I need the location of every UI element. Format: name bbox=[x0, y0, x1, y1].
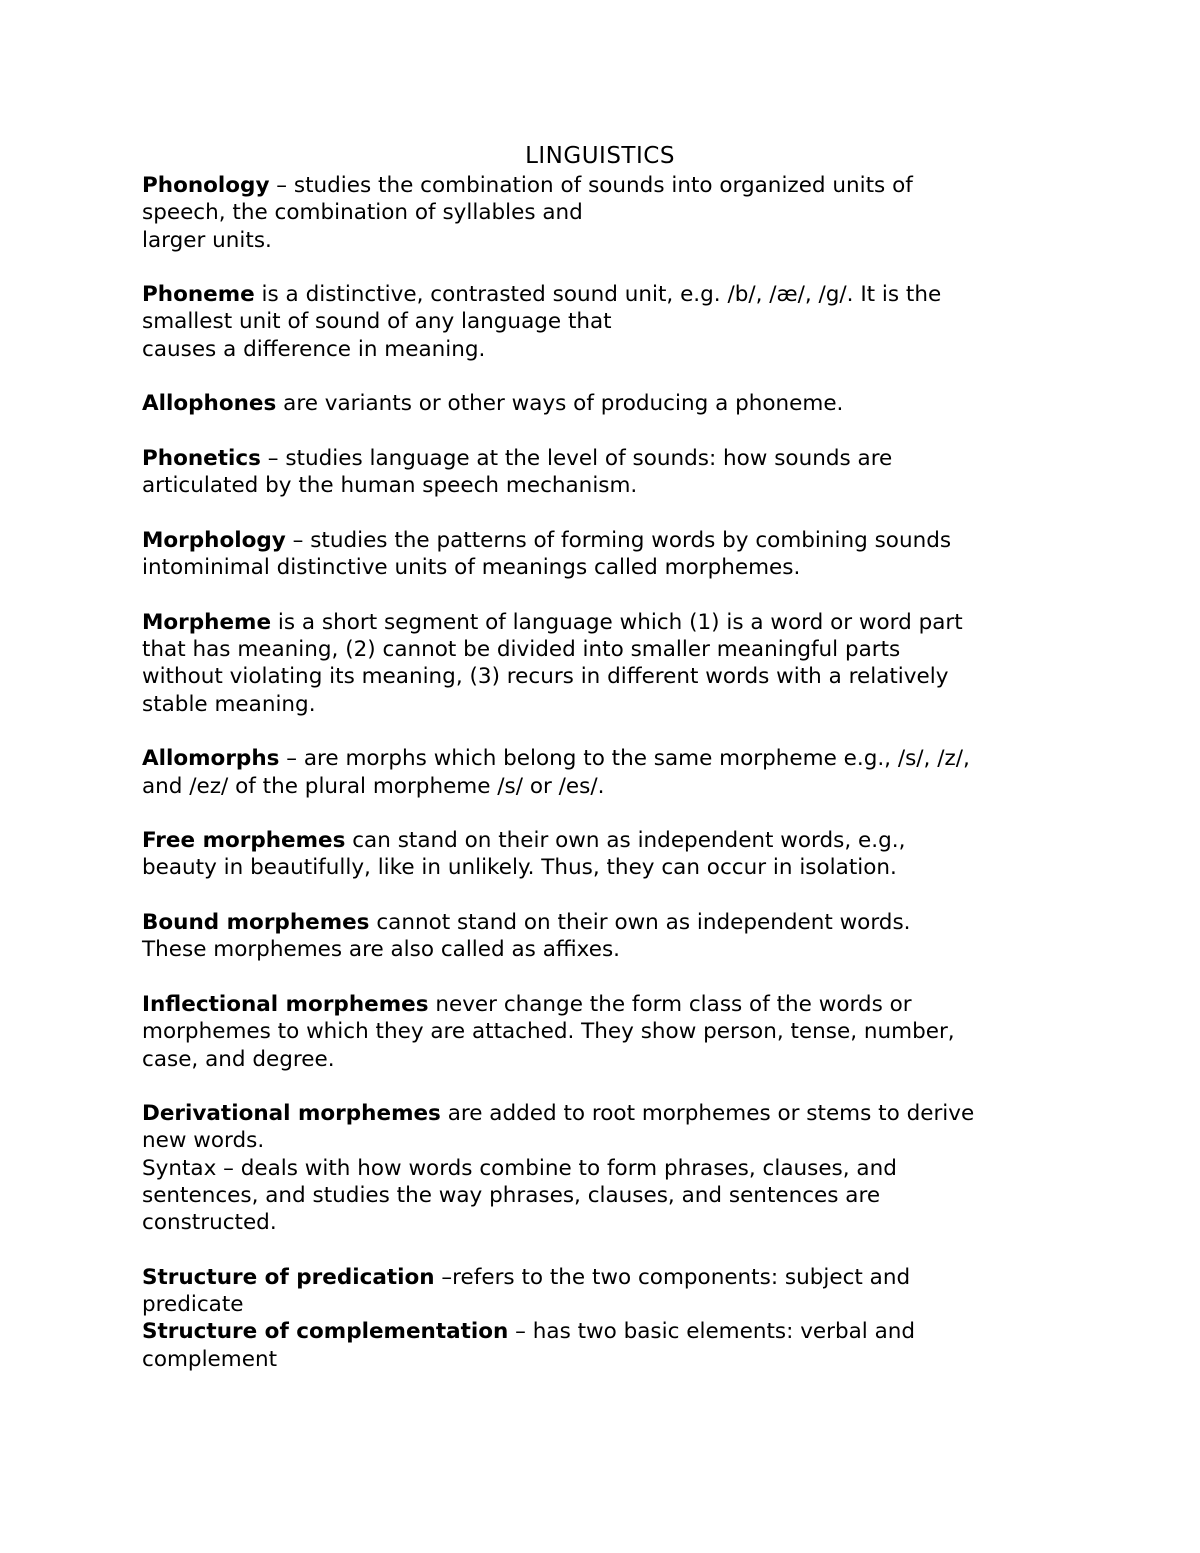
definition-text: can stand on their own as independent words, e.g., bbox=[345, 828, 906, 854]
paragraph-line: intominimal distinctive units of meanings called morphemes. bbox=[142, 555, 801, 581]
paragraph-line bbox=[142, 172, 1072, 199]
term-allomorphs: Allomorphs bbox=[142, 746, 280, 772]
term-morpheme: Morpheme bbox=[142, 609, 272, 635]
paragraph-line bbox=[142, 609, 1072, 636]
term-bound-morphemes: Bound morphemes bbox=[142, 910, 370, 936]
paragraph-line: complement bbox=[142, 1346, 277, 1372]
paragraph-line bbox=[142, 827, 1072, 854]
paragraph-line bbox=[142, 445, 1072, 472]
term-phonology: Phonology bbox=[142, 173, 270, 198]
paragraph-structure-of-complementation bbox=[142, 1318, 1072, 1373]
term-morphology: Morphology bbox=[142, 527, 286, 553]
paragraph-line: articulated by the human speech mechanism. bbox=[142, 473, 638, 499]
definition-text: – has two basic elements: verbal and bbox=[508, 1319, 916, 1345]
paragraph-morphology bbox=[142, 527, 1072, 582]
paragraph-line bbox=[142, 390, 1072, 417]
paragraph-allomorphs bbox=[142, 745, 1072, 800]
paragraph-line: larger units. bbox=[142, 227, 272, 253]
paragraph-line: smallest unit of sound of any language that bbox=[142, 309, 612, 335]
paragraph-bound-morphemes bbox=[142, 909, 1072, 964]
paragraph-line: case, and degree. bbox=[142, 1046, 335, 1072]
paragraph-line: causes a difference in meaning. bbox=[142, 336, 486, 362]
term-allophones: Allophones bbox=[142, 391, 277, 417]
paragraph-line bbox=[142, 745, 1072, 772]
paragraph-line bbox=[142, 991, 1072, 1018]
definition-text: –refers to the two components: subject and bbox=[434, 1264, 911, 1290]
definition-text: are variants or other ways of producing a phoneme. bbox=[276, 391, 844, 417]
paragraph-line: new words. bbox=[142, 1128, 265, 1154]
document-body bbox=[142, 172, 1072, 1373]
paragraph-line: and /ez/ of the plural morpheme /s/ or /es/. bbox=[142, 773, 605, 799]
paragraph-line: constructed. bbox=[142, 1210, 277, 1236]
paragraph-phoneme bbox=[142, 281, 1072, 363]
paragraph-allophones bbox=[142, 390, 1072, 417]
paragraph-line bbox=[142, 1264, 1072, 1291]
paragraph-line bbox=[142, 909, 1072, 936]
paragraph-line: sentences, and studies the way phrases, clauses, and sentences are bbox=[142, 1182, 881, 1208]
paragraph-line: These morphemes are also called as affixes. bbox=[142, 937, 620, 963]
paragraph-phonetics bbox=[142, 445, 1072, 500]
paragraph-line-syntax: Syntax – deals with how words combine to form phrases, clauses, and bbox=[142, 1155, 897, 1181]
definition-text: is a short segment of language which (1) is a word or word part bbox=[271, 609, 963, 635]
paragraph-line: beauty in beautifully, like in unlikely. Thus, they can occur in isolation. bbox=[142, 855, 897, 881]
paragraph-free-morphemes bbox=[142, 827, 1072, 882]
definition-text: are added to root morphemes or stems to derive bbox=[440, 1101, 975, 1127]
paragraph-line: without violating its meaning, (3) recurs in different words with a relatively bbox=[142, 664, 949, 690]
definition-text: cannot stand on their own as independent words. bbox=[369, 910, 911, 936]
paragraph-line: morphemes to which they are attached. They show person, tense, number, bbox=[142, 1019, 955, 1045]
term-derivational-morphemes: Derivational morphemes bbox=[142, 1101, 441, 1127]
paragraph-line: that has meaning, (2) cannot be divided into smaller meaningful parts bbox=[142, 637, 901, 663]
definition-text: – are morphs which belong to the same morpheme e.g., /s/, /z/, bbox=[279, 746, 970, 772]
paragraph-line: speech, the combination of syllables and bbox=[142, 200, 583, 226]
paragraph-structure-of-predication bbox=[142, 1264, 1072, 1319]
definition-text: – studies the patterns of forming words by combining sounds bbox=[285, 527, 952, 553]
definition-text: is a distinctive, contrasted sound unit, e.g. /b/, /æ/, /g/. It is the bbox=[254, 282, 942, 308]
term-structure-of-predication: Structure of predication bbox=[142, 1264, 435, 1290]
paragraph-line bbox=[142, 281, 1072, 308]
term-phonetics: Phonetics bbox=[142, 445, 261, 471]
paragraph-line: predicate bbox=[142, 1292, 244, 1318]
definition-text: – studies the combination of sounds into organized units of bbox=[269, 173, 913, 198]
paragraph-line bbox=[142, 1318, 1072, 1345]
term-phoneme: Phoneme bbox=[142, 282, 255, 308]
definition-text: never change the form class of the words or bbox=[428, 991, 912, 1017]
paragraph-line bbox=[142, 527, 1072, 554]
paragraph-line: stable meaning. bbox=[142, 691, 316, 717]
document-title: LINGUISTICS bbox=[525, 143, 675, 169]
paragraph-phonology bbox=[142, 172, 1072, 254]
paragraph-line bbox=[142, 1100, 1072, 1127]
term-structure-of-complementation: Structure of complementation bbox=[142, 1319, 509, 1345]
paragraph-derivational-morphemes bbox=[142, 1100, 1072, 1236]
paragraph-inflectional-morphemes bbox=[142, 991, 1072, 1073]
paragraph-morpheme bbox=[142, 609, 1072, 718]
definition-text: – studies language at the level of sounds: how sounds are bbox=[260, 445, 893, 471]
term-free-morphemes: Free morphemes bbox=[142, 828, 346, 854]
term-inflectional-morphemes: Inflectional morphemes bbox=[142, 991, 429, 1017]
